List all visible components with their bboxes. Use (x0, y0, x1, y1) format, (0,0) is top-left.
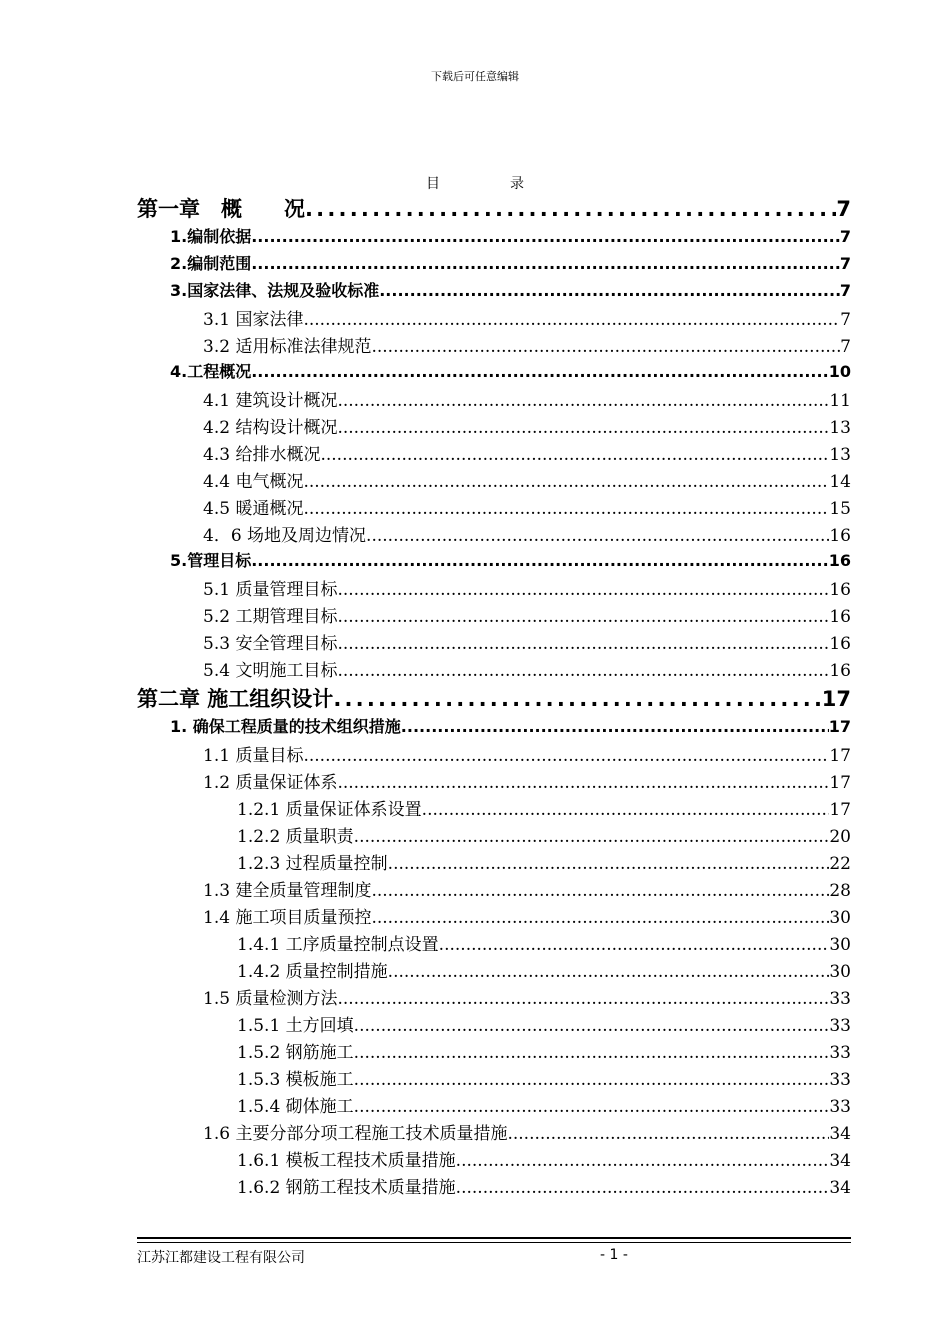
toc-chapter-entry[interactable] (137, 683, 851, 714)
toc-entry-page: 16 (829, 634, 851, 654)
toc-entry-title: 第一章 概 况 (137, 197, 305, 221)
toc-entry-title: 4．6 场地及周边情况 (203, 526, 367, 546)
toc-entry[interactable] (137, 1011, 851, 1038)
toc-entry-page: 22 (829, 854, 851, 874)
toc-entry-page: 33 (829, 1043, 851, 1063)
toc-entry[interactable] (137, 1119, 851, 1146)
toc-entry-page: 20 (829, 827, 851, 847)
toc-entry[interactable] (137, 224, 851, 251)
toc-entry-title: 1.6.2 钢筋工程技术质量措施 (237, 1178, 456, 1198)
toc-entry[interactable] (137, 494, 851, 521)
toc-entry-page: 7 (839, 227, 851, 246)
toc-leader-dots (337, 989, 829, 1009)
toc-leader-dots (303, 310, 840, 330)
toc-entry[interactable] (137, 957, 851, 984)
toc-entry[interactable] (137, 1173, 851, 1200)
toc-entry-title: 1.2 质量保证体系 (203, 773, 338, 793)
toc-leader-dots (303, 746, 829, 766)
toc-entry-title: 5.1 质量管理目标 (203, 580, 338, 600)
toc-leader-dots (251, 227, 840, 246)
toc-entry-page: 30 (829, 962, 851, 982)
toc-leader-dots (320, 445, 829, 465)
toc-entry-title: 1.1 质量目标 (203, 746, 304, 766)
toc-entry[interactable] (137, 1092, 851, 1119)
toc-entry-title: 4.3 给排水概况 (203, 445, 321, 465)
toc-entry[interactable] (137, 467, 851, 494)
toc-entry-page: 28 (829, 881, 851, 901)
toc-entry-page: 17 (829, 800, 851, 820)
toc-entry[interactable] (137, 413, 851, 440)
toc-entry-page: 33 (829, 1070, 851, 1090)
toc-entry-page: 7 (839, 254, 851, 273)
toc-leader-dots (354, 1070, 830, 1090)
table-of-contents (137, 193, 851, 1200)
toc-entry-title: 1.4.2 质量控制措施 (237, 962, 388, 982)
toc-entry-title: 3.1 国家法律 (203, 310, 304, 330)
toc-leader-dots (303, 499, 829, 519)
toc-leader-dots (337, 773, 829, 793)
toc-entry-page: 17 (821, 687, 851, 711)
toc-entry-title: 4.4 电气概况 (203, 472, 304, 492)
toc-leader-dots (379, 281, 840, 300)
toc-entry-page: 16 (829, 607, 851, 627)
toc-leader-dots (388, 962, 830, 982)
toc-entry-title: 1.5.1 土方回填 (237, 1016, 354, 1036)
toc-leader-dots (337, 391, 829, 411)
toc-entry-page: 34 (829, 1178, 851, 1198)
toc-entry-title: 3.国家法律、法规及验收标准 (170, 281, 380, 300)
toc-entry-title: 1.编制依据 (170, 227, 252, 246)
toc-leader-dots (337, 607, 829, 627)
toc-leader-dots (439, 935, 830, 955)
toc-leader-dots (354, 1043, 830, 1063)
toc-entry-page: 14 (829, 472, 851, 492)
toc-entry[interactable] (137, 332, 851, 359)
toc-entry-title: 1.2.3 过程质量控制 (237, 854, 388, 874)
toc-entry-title: 5.3 安全管理目标 (203, 634, 338, 654)
toc-entry-title: 1.6 主要分部分项工程施工技术质量措施 (203, 1124, 508, 1144)
toc-entry-page: 13 (829, 445, 851, 465)
toc-leader-dots (371, 881, 829, 901)
header-note: 下载后可任意编辑 (431, 70, 519, 83)
toc-entry-title: 5.4 文明施工目标 (203, 661, 338, 681)
toc-entry[interactable] (137, 575, 851, 602)
toc-entry[interactable] (137, 305, 851, 332)
toc-leader-dots (337, 580, 829, 600)
toc-entry[interactable] (137, 278, 851, 305)
toc-entry-page: 16 (829, 526, 851, 546)
toc-entry[interactable] (137, 1038, 851, 1065)
toc-entry-title: 4.2 结构设计概况 (203, 418, 338, 438)
toc-leader-dots (366, 526, 829, 546)
toc-leader-dots (337, 634, 829, 654)
toc-leader-dots (251, 254, 840, 273)
toc-entry-page: 10 (828, 362, 851, 381)
toc-entry-title: 1.5.2 钢筋施工 (237, 1043, 354, 1063)
toc-entry[interactable] (137, 602, 851, 629)
toc-entry-title: 1.5.3 模板施工 (237, 1070, 354, 1090)
toc-entry[interactable] (137, 849, 851, 876)
toc-entry[interactable] (137, 656, 851, 683)
toc-entry-title: 2.编制范围 (170, 254, 252, 273)
footer-page-number: - 1 - (600, 1247, 628, 1263)
toc-entry[interactable] (137, 822, 851, 849)
toc-entry-page: 7 (840, 337, 851, 357)
toc-entry-title: 5.2 工期管理目标 (203, 607, 338, 627)
toc-leader-dots (401, 717, 829, 736)
toc-title: 目 录 (426, 176, 552, 192)
toc-leader-dots (251, 362, 829, 381)
toc-leader-dots (305, 197, 836, 221)
toc-entry-page: 34 (829, 1151, 851, 1171)
toc-entry-page: 15 (829, 499, 851, 519)
toc-leader-dots (333, 687, 821, 711)
footer-rule-thin (137, 1242, 851, 1243)
toc-entry-title: 1. 确保工程质量的技术组织措施 (170, 717, 401, 736)
toc-entry-page: 30 (829, 935, 851, 955)
footer-company: 江苏江都建设工程有限公司 (137, 1250, 305, 1266)
toc-entry[interactable] (137, 548, 851, 575)
toc-leader-dots (337, 418, 829, 438)
toc-entry-page: 16 (828, 551, 851, 570)
toc-entry-page: 33 (829, 989, 851, 1009)
toc-entry-title: 1.2.1 质量保证体系设置 (237, 800, 422, 820)
toc-entry-title: 1.5.4 砌体施工 (237, 1097, 354, 1117)
toc-entry-title: 3.2 适用标准法律规范 (203, 337, 372, 357)
toc-entry-page: 16 (829, 580, 851, 600)
toc-entry-page: 7 (836, 197, 851, 221)
toc-entry-page: 17 (828, 717, 851, 736)
toc-entry-page: 34 (829, 1124, 851, 1144)
toc-entry-page: 33 (829, 1016, 851, 1036)
toc-entry-page: 7 (840, 310, 851, 330)
toc-entry-page: 30 (829, 908, 851, 928)
toc-entry-title: 1.2.2 质量职责 (237, 827, 354, 847)
toc-leader-dots (388, 854, 830, 874)
toc-entry[interactable] (137, 876, 851, 903)
toc-leader-dots (354, 1097, 830, 1117)
toc-entry-page: 7 (839, 281, 851, 300)
toc-entry-title: 5.管理目标 (170, 551, 252, 570)
toc-entry[interactable] (137, 440, 851, 467)
toc-entry-title: 4.工程概况 (170, 362, 252, 381)
toc-entry-page: 33 (829, 1097, 851, 1117)
toc-entry-title: 1.4 施工项目质量预控 (203, 908, 372, 928)
toc-leader-dots (371, 908, 829, 928)
toc-leader-dots (354, 827, 830, 847)
toc-chapter-entry[interactable] (137, 193, 851, 224)
toc-entry-page: 16 (829, 661, 851, 681)
toc-leader-dots (456, 1178, 830, 1198)
toc-entry[interactable] (137, 386, 851, 413)
toc-leader-dots (337, 661, 829, 681)
toc-entry-title: 4.5 暖通概况 (203, 499, 304, 519)
footer-rule (137, 1237, 851, 1239)
toc-leader-dots (303, 472, 829, 492)
toc-entry[interactable] (137, 795, 851, 822)
toc-entry[interactable] (137, 251, 851, 278)
toc-entry-page: 17 (829, 746, 851, 766)
toc-entry[interactable] (137, 984, 851, 1011)
toc-entry-title: 4.1 建筑设计概况 (203, 391, 338, 411)
toc-entry[interactable] (137, 629, 851, 656)
toc-entry[interactable] (137, 1146, 851, 1173)
toc-entry-page: 13 (829, 418, 851, 438)
toc-entry-title: 1.5 质量检测方法 (203, 989, 338, 1009)
toc-leader-dots (422, 800, 830, 820)
toc-entry[interactable] (137, 903, 851, 930)
toc-entry[interactable] (137, 768, 851, 795)
toc-entry-page: 11 (829, 391, 851, 411)
toc-entry[interactable] (137, 714, 851, 741)
toc-entry[interactable] (137, 359, 851, 386)
toc-entry-title: 第二章 施工组织设计 (137, 687, 334, 711)
toc-entry-title: 1.6.1 模板工程技术质量措施 (237, 1151, 456, 1171)
toc-leader-dots (371, 337, 840, 357)
toc-leader-dots (251, 551, 829, 570)
toc-entry-title: 1.3 建全质量管理制度 (203, 881, 372, 901)
toc-entry-title: 1.4.1 工序质量控制点设置 (237, 935, 439, 955)
toc-entry[interactable] (137, 741, 851, 768)
toc-entry[interactable] (137, 1065, 851, 1092)
toc-leader-dots (456, 1151, 830, 1171)
toc-leader-dots (354, 1016, 830, 1036)
toc-leader-dots (507, 1124, 829, 1144)
toc-entry-page: 17 (829, 773, 851, 793)
toc-entry[interactable] (137, 930, 851, 957)
toc-entry[interactable] (137, 521, 851, 548)
